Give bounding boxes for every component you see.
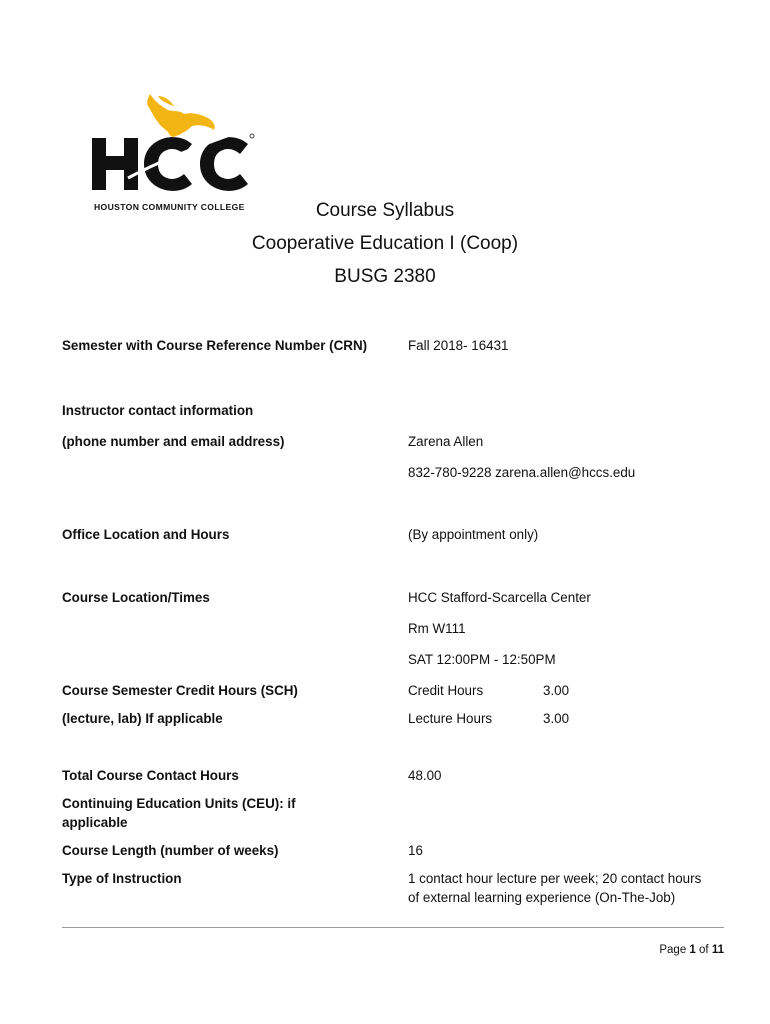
instruction-value: 1 contact hour lecture per week; 20 contact hours (408, 871, 702, 886)
location-label: Course Location/Times (62, 590, 210, 605)
course-name: Cooperative Education I (Coop) (251, 233, 519, 254)
lecture-hours-value: 3.00 (543, 711, 570, 726)
length-value: 16 (408, 843, 423, 858)
instruction-value-cont: of external learning experience (On-The-Job) (408, 890, 676, 905)
credit-hours-label: Credit Hours (408, 683, 484, 698)
credit-sublabel: (lecture, lab) If applicable (62, 711, 223, 726)
instructor-contact: 832-780-9228 zarena.allen@hccs.edu (408, 465, 636, 480)
ceu-label: Continuing Education Units (CEU): if (62, 796, 296, 811)
letter-c2 (200, 137, 248, 191)
hcc-logo (88, 92, 258, 214)
page-word: Page (659, 944, 687, 956)
instructor-sublabel: (phone number and email address) (62, 434, 285, 449)
instruction-label: Type of Instruction (62, 871, 182, 886)
location-campus: HCC Stafford-Scarcella Center (408, 590, 591, 605)
page-current: 1 (689, 944, 696, 956)
letter-h (92, 138, 138, 190)
location-room: Rm W111 (408, 621, 466, 636)
credit-hours-value: 3.00 (543, 683, 570, 698)
ceu-label-cont: applicable (62, 815, 128, 830)
instructor-name: Zarena Allen (408, 434, 484, 449)
page-total: 11 (711, 944, 724, 956)
lecture-hours-label: Lecture Hours (408, 711, 493, 726)
contact-hours-value: 48.00 (408, 768, 442, 783)
instructor-label: Instructor contact information (62, 403, 254, 418)
credit-label: Course Semester Credit Hours (SCH) (62, 683, 298, 698)
of-word: of (699, 944, 709, 956)
semester-value: Fall 2018- 16431 (408, 338, 509, 353)
letter-c1 (144, 137, 192, 191)
eagle-icon (147, 94, 215, 137)
logo-subtitle: HOUSTON COMMUNITY COLLEGE (94, 202, 245, 212)
location-time: SAT 12:00PM - 12:50PM (408, 652, 556, 667)
page-title: Course Syllabus (315, 200, 455, 221)
length-label: Course Length (number of weeks) (62, 843, 279, 858)
course-code: BUSG 2380 (334, 266, 436, 287)
footer-divider (62, 927, 724, 928)
office-label: Office Location and Hours (62, 527, 230, 542)
office-value: (By appointment only) (408, 527, 539, 542)
hcc-logo-mark (88, 92, 258, 204)
semester-label: Semester with Course Reference Number (CRN) (62, 338, 368, 353)
page-number (659, 944, 724, 956)
contact-hours-label: Total Course Contact Hours (62, 768, 239, 783)
